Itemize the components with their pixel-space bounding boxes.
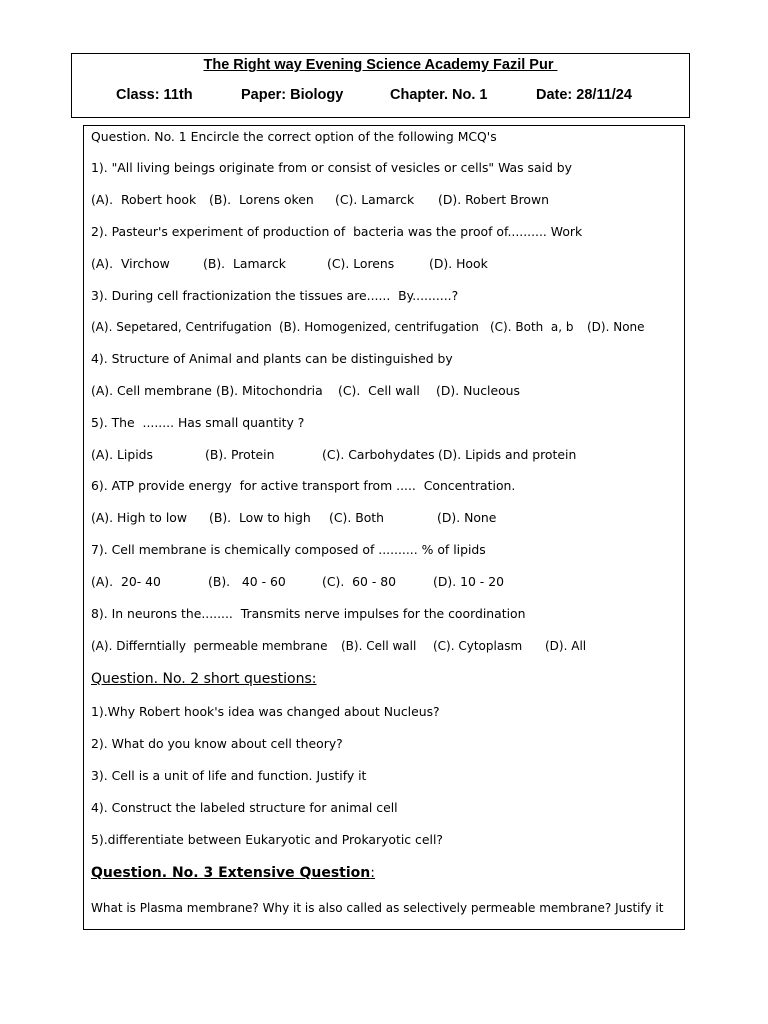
class-label: Class: 11th [116,87,193,103]
mcq-7-option-a: (A). 20- 40 [91,574,161,589]
mcq-4-option-c: (C). Cell wall [338,383,420,398]
mcq-8-option-c: (C). Cytoplasm [433,639,523,653]
mcq-question-4: 4). Structure of Animal and plants can be distinguished by [91,351,453,366]
mcq-6-option-b: (B). Low to high [209,510,311,525]
mcq-7-option-b: (B). 40 - 60 [208,574,286,589]
mcq-7-option-c: (C). 60 - 80 [322,574,397,589]
section3-heading: Question. No. 3 Extensive Question [91,865,371,881]
section3-heading-colon: : [370,865,375,881]
date-label: Date: 28/11/24 [536,87,636,103]
question-paper-body [83,125,685,930]
mcq-2-option-a: (A). Virchow [91,256,170,271]
mcq-2-option-d: (D). Hook [429,256,488,271]
mcq-2-option-b: (B). Lamarck [203,256,286,271]
mcq-5-option-a: (A). Lipids [91,447,153,462]
mcq-question-8: 8). In neurons the........ Transmits nerve impulses for the coordination [91,606,526,621]
mcq-3-option-b: (B). Homogenized, centrifugation [279,320,479,334]
short-question-4: 4). Construct the labeled structure for animal cell [91,800,398,815]
mcq-1-option-c: (C). Lamarck [335,192,415,207]
mcq-3-option-c: (C). Both a, b [490,320,574,334]
mcq-question-1: 1). "All living beings originate from or consist of vesicles or cells" Was said by [91,160,573,175]
mcq-6-option-d: (D). None [437,510,497,525]
short-question-2: 2). What do you know about cell theory? [91,736,343,751]
mcq-question-6: 6). ATP provide energy for active transport from ..... Concentration. [91,478,516,493]
academy-title: The Right way Evening Science Academy Fazil Pur [203,57,558,73]
mcq-question-5: 5). The ........ Has small quantity ? [91,415,305,430]
section2-heading: Question. No. 2 short questions: [91,671,317,687]
mcq-7-option-d: (D). 10 - 20 [433,574,504,589]
mcq-1-option-b: (B). Lorens oken [209,192,314,207]
paper-label: Paper: Biology [241,87,344,103]
mcq-6-option-c: (C). Both [329,510,384,525]
header-box [71,53,690,118]
mcq-4-option-a: (A). Cell membrane [91,383,212,398]
mcq-question-2: 2). Pasteur's experiment of production of bacteria was the proof of.......... Work [91,224,583,239]
mcq-6-option-a: (A). High to low [91,510,187,525]
mcq-4-option-b: (B). Mitochondria [216,383,323,398]
mcq-5-option-b: (B). Protein [205,447,275,462]
mcq-8-option-a: (A). Differntially permeable membrane [91,639,328,653]
extensive-question: What is Plasma membrane? Why it is also called as selectively permeable membrane? Justify it [91,901,664,915]
short-question-5: 5).differentiate between Eukaryotic and Prokaryotic cell? [91,832,443,847]
mcq-question-3: 3). During cell fractionization the tissues are...... By..........? [91,288,459,303]
mcq-8-option-d: (D). All [545,639,587,653]
mcq-5-option-c: (C). Carbohydates [322,447,435,462]
mcq-3-option-a: (A). Sepetared, Centrifugation [91,320,272,334]
mcq-5-option-d: (D). Lipids and protein [438,447,577,462]
short-question-3: 3). Cell is a unit of life and function. Justify it [91,768,367,783]
mcq-2-option-c: (C). Lorens [327,256,395,271]
chapter-label: Chapter. No. 1 [390,87,488,103]
paper-meta-row [116,87,636,103]
section1-instruction: Question. No. 1 Encircle the correct option of the following MCQ's [91,129,497,144]
mcq-4-option-d: (D). Nucleous [436,383,520,398]
mcq-1-option-a: (A). Robert hook [91,192,197,207]
mcq-question-7: 7). Cell membrane is chemically composed of .......... % of lipids [91,542,486,557]
section3-heading-row [91,864,375,882]
mcq-1-option-d: (D). Robert Brown [438,192,549,207]
mcq-8-option-b: (B). Cell wall [341,639,417,653]
mcq-3-option-d: (D). None [587,320,645,334]
short-question-1: 1).Why Robert hook's idea was changed about Nucleus? [91,704,440,719]
